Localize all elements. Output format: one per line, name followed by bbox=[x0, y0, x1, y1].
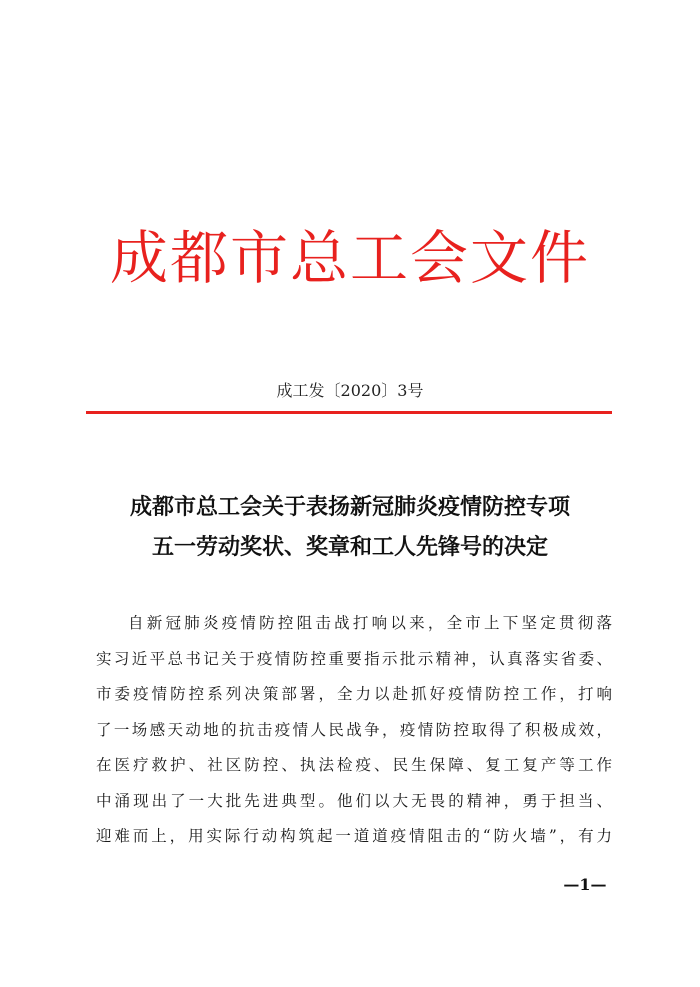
red-divider-line bbox=[86, 411, 612, 414]
document-body bbox=[96, 606, 612, 855]
body-line: 了一场感天动地的抗击疫情人民战争，疫情防控取得了积极成效， bbox=[96, 720, 612, 739]
body-line: 自新冠肺炎疫情防控阻击战打响以来，全市上下坚定贯彻落 bbox=[128, 614, 612, 632]
document-title-line: 五一劳动奖状、奖章和工人先锋号的决定 bbox=[151, 535, 548, 560]
body-line: 迎难而上，用实际行动构筑起一道道疫情阻击的“防火墙”，有力 bbox=[96, 827, 612, 845]
body-line: 市委疫情防控系列决策部署，全力以赴抓好疫情防控工作，打响 bbox=[96, 685, 612, 703]
document-title bbox=[80, 488, 620, 568]
document-number: 成工发〔2020〕3号 bbox=[276, 381, 424, 400]
page-number: —1— bbox=[563, 875, 607, 894]
body-line: 实习近平总书记关于疫情防控重要指示批示精神，认真落实省委、 bbox=[96, 649, 612, 668]
document-title-line: 成都市总工会关于表扬新冠肺炎疫情防控专项 bbox=[129, 495, 570, 520]
document-header-title: 成都市总工会文件 bbox=[109, 224, 590, 292]
body-line: 中涌现出了一大批先进典型。他们以大无畏的精神，勇于担当、 bbox=[96, 791, 612, 810]
body-line: 在医疗救护、社区防控、执法检疫、民生保障、复工复产等工作 bbox=[96, 756, 612, 774]
